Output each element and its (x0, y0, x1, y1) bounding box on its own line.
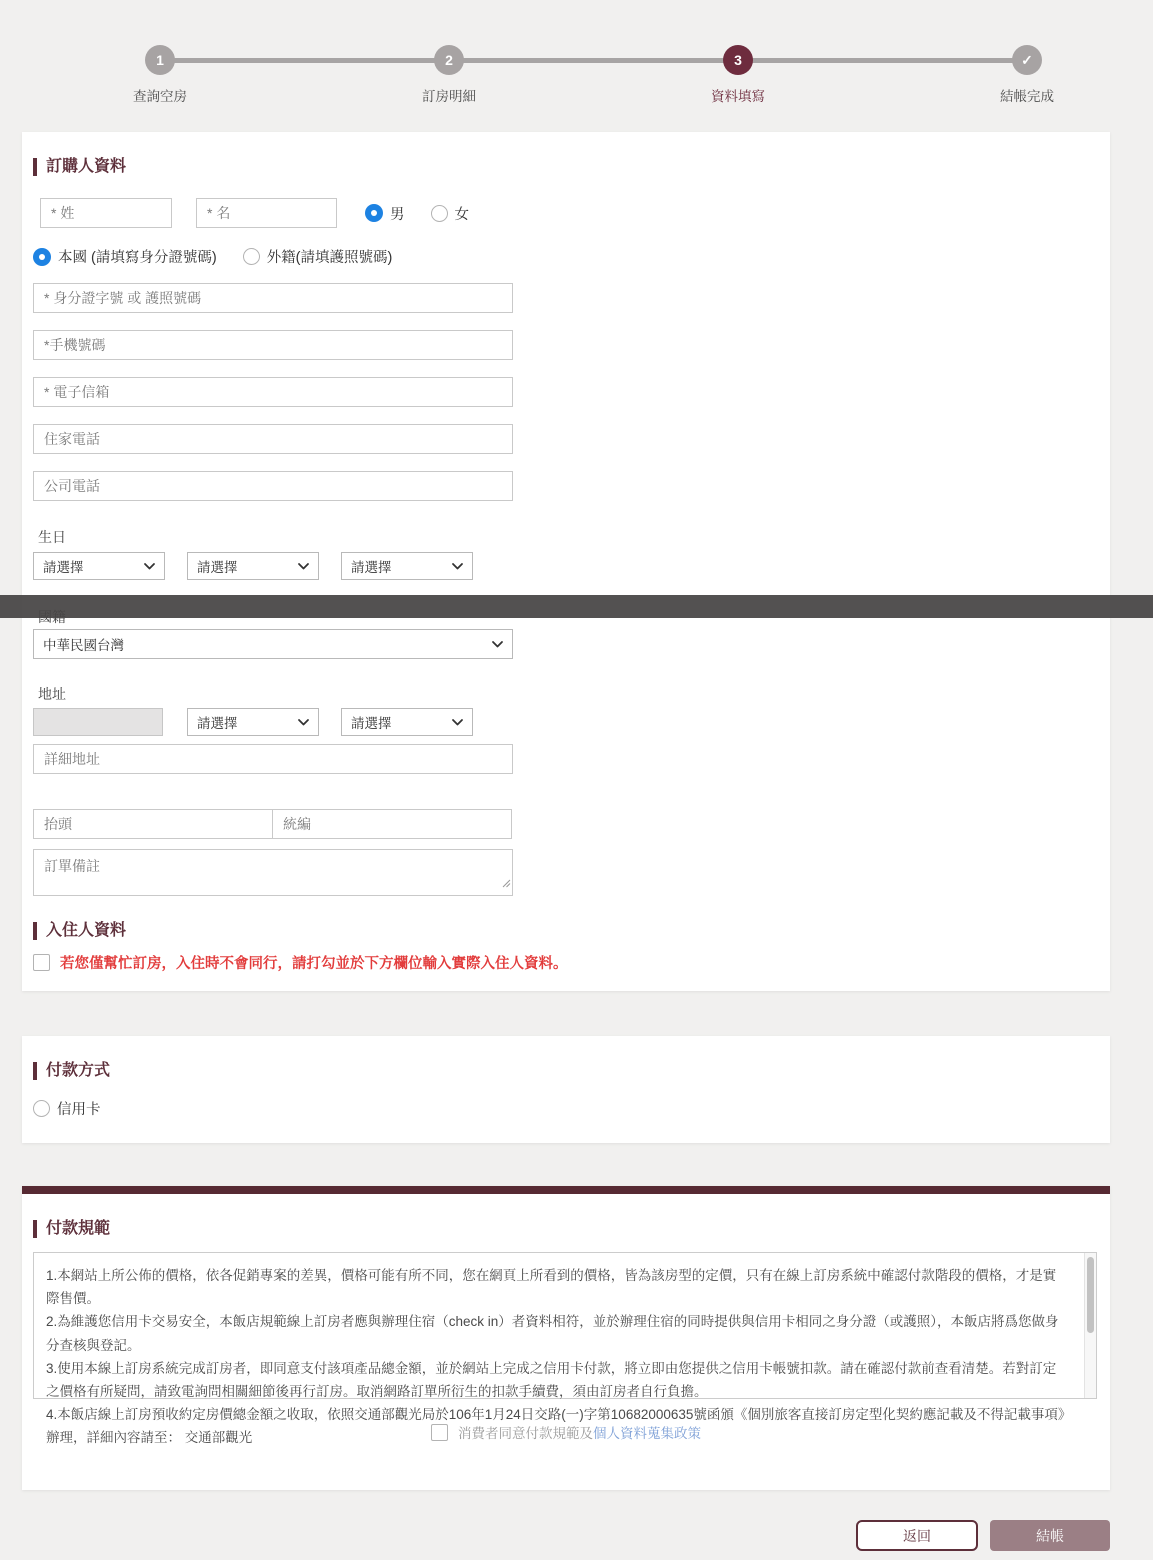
office-phone-input[interactable] (33, 471, 513, 501)
order-note-wrap (33, 849, 513, 896)
radio-unselected-icon (33, 1100, 50, 1117)
address-select-row (33, 708, 1086, 736)
terms-item: 2.為維護您信用卡交易安全，本飯店規範線上訂房者應與辦理住宿（check in）者資料相符，並於辦理住宿的同時提供與信用卡相同之身分證（或護照），本飯店將爲您做身分查核與登記。 (46, 1314, 1059, 1353)
radio-unselected-icon (243, 248, 260, 265)
order-note-textarea[interactable] (33, 849, 513, 896)
address-district-value: 請選擇 (351, 716, 392, 731)
payment-method-card (22, 1036, 1110, 1143)
citizenship-radio-group (33, 246, 1086, 267)
local-citizen-label: 本國 (請填寫身分證號碼) (58, 250, 217, 266)
chevron-down-icon (452, 719, 463, 726)
terms-scrollbar-track[interactable] (1084, 1253, 1096, 1398)
terms-item: 3.使用本線上訂房系統完成訂房者，即同意支付該項產品總金額，並於網站上完成之信用卡付款，將立即由您提供之信用卡帳號扣款。請在確認付款前查看清楚。若對訂定之價格有所疑問，請致電詢問相關細節後再行訂房。取消網路訂單所衍生的扣款手續費，須由訂房者自行負擔。 (46, 1360, 1057, 1400)
address-city-select[interactable] (187, 708, 319, 736)
step-3-label: 資料填寫 (711, 89, 765, 104)
checkout-button[interactable]: 結帳 (990, 1520, 1110, 1551)
purchaser-section-title: 訂購人資料 (33, 158, 1086, 176)
radio-selected-icon (365, 204, 383, 222)
nationality-label-row (33, 607, 1086, 624)
birthday-day-select[interactable] (341, 552, 473, 580)
invoice-taxid-input[interactable] (272, 809, 512, 839)
gender-radio-group (365, 203, 495, 224)
chevron-down-icon (298, 719, 309, 726)
step-booking-details (389, 45, 509, 105)
address-label: 地址 (38, 686, 66, 702)
step-1-label: 查詢空房 (133, 89, 187, 104)
nationality-select[interactable] (33, 629, 513, 659)
guest-not-same-checkbox[interactable] (33, 954, 50, 971)
terms-item: 4.本飯店線上訂房預收約定房價總金額之收取，依照交通部觀光局於106年1月24日交路(一)字第10682000635號函頒《個別旅客直接訂房定型化契約應記載及不得記載事項》辦理，詳細內容請至： 交通部觀光 (46, 1407, 1065, 1446)
birthday-year-value: 請選擇 (43, 560, 84, 575)
id-number-input[interactable] (33, 283, 513, 313)
agree-prefix: 消費者同意付款規範及 (458, 1426, 593, 1441)
foreign-citizen-radio[interactable] (243, 246, 393, 267)
radio-selected-icon (33, 248, 51, 266)
credit-card-radio[interactable] (33, 1098, 101, 1119)
gender-female-label: 女 (454, 206, 469, 223)
mobile-input[interactable] (33, 330, 513, 360)
overlay-band (0, 595, 1153, 618)
step-checkout-complete (967, 45, 1087, 105)
resize-handle-icon[interactable] (502, 875, 511, 893)
guest-notice-text: 若您僅幫忙訂房，入住時不會同行，請打勾並於下方欄位輸入實際入住人資料。 (60, 956, 568, 972)
birthday-month-value: 請選擇 (197, 560, 238, 575)
chevron-down-icon (452, 563, 463, 570)
address-detail-input[interactable] (33, 744, 513, 774)
birthday-select-row (33, 552, 1086, 580)
nationality-select-row (33, 629, 1086, 659)
name-gender-row (40, 198, 1086, 228)
foreign-citizen-label: 外籍(請填護照號碼) (266, 250, 393, 266)
address-city-value: 請選擇 (197, 716, 238, 731)
birthday-day-value: 請選擇 (351, 560, 392, 575)
chevron-down-icon (492, 641, 503, 648)
invoice-row (33, 809, 1086, 839)
gender-male-radio[interactable] (365, 203, 405, 224)
step-2-label: 訂房明細 (422, 89, 476, 104)
payment-options (33, 1098, 1086, 1119)
birthday-year-select[interactable] (33, 552, 165, 580)
chevron-down-icon (298, 563, 309, 570)
chevron-down-icon (144, 563, 155, 570)
step-4-label: 結帳完成 (1000, 89, 1054, 104)
action-buttons-row (22, 1520, 1110, 1551)
invoice-title-input[interactable] (33, 809, 273, 839)
guest-section-title: 入住人資料 (33, 922, 1086, 940)
birthday-label: 生日 (38, 529, 66, 545)
local-citizen-radio[interactable] (33, 246, 217, 267)
step-fill-info (678, 45, 798, 105)
credit-card-label: 信用卡 (57, 1102, 101, 1118)
stepper-connector-line (160, 58, 1027, 63)
address-district-select[interactable] (341, 708, 473, 736)
step-2-circle: 2 (434, 45, 464, 75)
last-name-input[interactable] (40, 198, 172, 228)
home-phone-input[interactable] (33, 424, 513, 454)
step-1-circle: 1 (145, 45, 175, 75)
step-search-rooms (100, 45, 220, 105)
radio-unselected-icon (431, 205, 448, 222)
terms-scrollbar-thumb[interactable] (1087, 1257, 1094, 1333)
payment-terms-card (22, 1186, 1110, 1490)
first-name-input[interactable] (196, 198, 337, 228)
gender-male-label: 男 (390, 206, 405, 223)
purchaser-info-card (22, 132, 1110, 991)
gender-female-radio[interactable] (431, 203, 470, 224)
booking-stepper (0, 0, 1153, 132)
guest-notice-row (33, 952, 1086, 973)
check-icon: ✓ (1012, 45, 1042, 75)
privacy-policy-link[interactable]: 個人資料蒐集政策 (593, 1426, 701, 1441)
payment-section-title: 付款方式 (33, 1062, 1086, 1080)
birthday-month-select[interactable] (187, 552, 319, 580)
terms-section-title: 付款規範 (33, 1220, 1099, 1238)
back-button[interactable]: 返回 (856, 1520, 978, 1551)
terms-item: 1.本網站上所公佈的價格，依各促銷專案的差異，價格可能有所不同，您在網頁上所看到的價格，皆為該房型的定價，只有在線上訂房系統中確認付款階段的價格，才是實際售價。 (46, 1268, 1057, 1307)
step-3-circle: 3 (723, 45, 753, 75)
address-zip-input-disabled (33, 708, 163, 736)
nationality-value: 中華民國台灣 (43, 638, 124, 653)
email-input[interactable] (33, 377, 513, 407)
